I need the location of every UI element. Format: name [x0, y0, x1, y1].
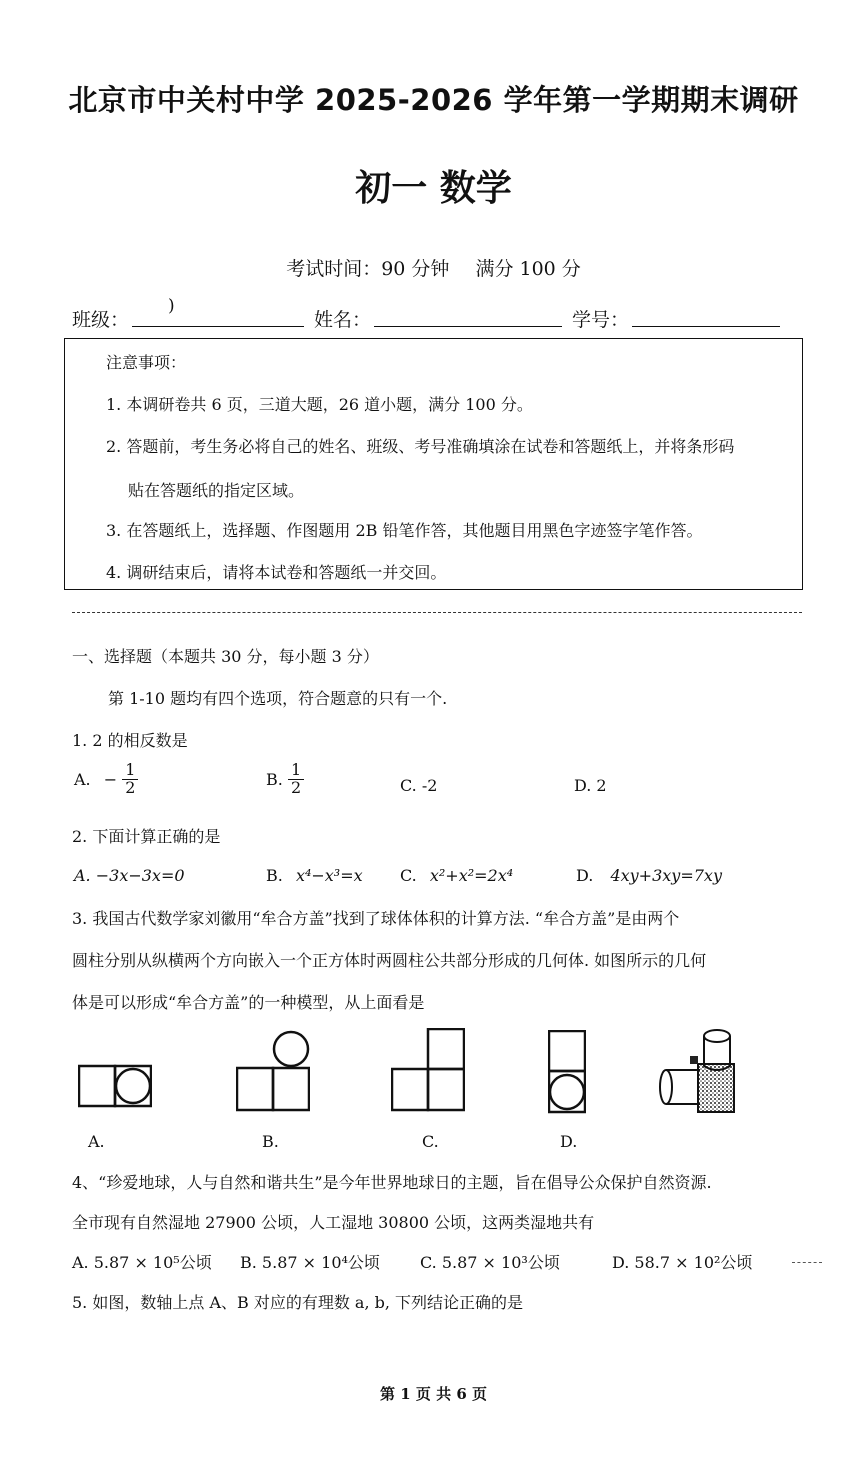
q2-option-a[interactable]: A. −3x−3x=0	[74, 866, 185, 885]
q2-option-b-label: B.	[266, 866, 283, 885]
q3-line-1: 3. 我国古代数学家刘徽用“牟合方盖”找到了球体体积的计算方法. “牟合方盖”是由两个	[72, 909, 680, 928]
page-footer: 第 1 页 共 6 页	[380, 1385, 487, 1403]
q3-figure-d	[548, 1030, 586, 1114]
notice-item-2: 2. 答题前，考生务必将自己的姓名、班级、考号准确填涂在试卷和答题纸上，并将条形码	[106, 437, 735, 456]
q2-option-c-expr: x²+x²=2x⁴	[429, 866, 514, 885]
class-label: 班级：	[72, 309, 130, 331]
notice-heading: 注意事项：	[106, 353, 187, 372]
q4-option-a[interactable]: A. 5.87 × 10⁵公顷	[72, 1253, 212, 1272]
q3-figure-b	[236, 1028, 310, 1112]
q1-option-a-label: A.	[74, 769, 91, 789]
q2-option-d[interactable]	[576, 866, 722, 885]
q1-option-b-fraction	[288, 762, 304, 797]
q1-option-a-fraction	[122, 762, 138, 797]
exam-time: 考试时间：90 分钟	[286, 258, 450, 280]
q3-line-3: 体是可以形成“牟合方盖”的一种模型，从上面看是	[72, 993, 425, 1012]
q3-line-2: 圆柱分别从纵横两个方向嵌入一个正方体时两圆柱公共部分形成的几何体. 如图所示的几何	[72, 951, 707, 970]
stray-mark	[792, 1262, 822, 1263]
q4-option-c[interactable]: C. 5.87 × 10³公顷	[420, 1253, 560, 1272]
class-field-mark: )	[168, 296, 175, 316]
q2-stem: 2. 下面计算正确的是	[72, 827, 221, 846]
exam-subject: 初一 数学	[355, 168, 512, 209]
q2-option-b-expr: x⁴−x³=x	[295, 866, 363, 885]
q3-option-a[interactable]: A.	[88, 1132, 105, 1151]
student-id-field[interactable]	[632, 326, 780, 327]
q3-option-b[interactable]: B.	[262, 1132, 279, 1151]
q1-option-c[interactable]: C. -2	[400, 776, 438, 795]
q2-option-b[interactable]	[266, 866, 363, 885]
q3-figure-a	[78, 1062, 152, 1110]
exam-title: 北京市中关村中学 2025-2026 学年第一学期期末调研	[68, 83, 799, 117]
q5-stem: 5. 如图，数轴上点 A、B 对应的有理数 a, b, 下列结论正确的是	[72, 1293, 524, 1312]
dashed-divider	[72, 612, 802, 613]
notice-item-4: 4. 调研结束后，请将本试卷和答题纸一并交回。	[106, 563, 447, 582]
q1-a-numerator: 1	[122, 762, 138, 780]
section-instruction: 第 1-10 题均有四个选项，符合题意的只有一个.	[108, 689, 448, 708]
q3-option-d[interactable]: D.	[560, 1132, 578, 1151]
q2-option-c-label: C.	[400, 866, 417, 885]
section-heading: 一、选择题（本题共 30 分，每小题 3 分）	[72, 647, 379, 666]
q1-option-d[interactable]: D. 2	[574, 776, 607, 795]
q4-line-2: 全市现有自然湿地 27900 公顷，人工湿地 30800 公顷，这两类湿地共有	[72, 1213, 595, 1232]
name-label: 姓名：	[314, 309, 372, 331]
q1-option-a[interactable]	[74, 762, 138, 797]
q1-option-a-sign: −	[103, 769, 118, 789]
q4-line-1: 4、“珍爱地球，人与自然和谐共生”是今年世界地球日的主题，旨在倡导公众保护自然资源.	[72, 1173, 712, 1192]
q2-option-c[interactable]	[400, 866, 513, 885]
q1-option-b-label: B.	[266, 769, 283, 789]
q1-b-denominator: 2	[290, 777, 302, 797]
q1-b-numerator: 1	[288, 762, 304, 780]
notice-item-1: 1. 本调研卷共 6 页，三道大题，26 道小题，满分 100 分。	[106, 395, 533, 414]
class-field[interactable]	[132, 326, 304, 327]
q2-option-d-expr: 4xy+3xy=7xy	[610, 866, 722, 885]
name-field[interactable]	[374, 326, 562, 327]
q3-model-figure	[658, 1026, 738, 1116]
q1-a-denominator: 2	[125, 777, 136, 797]
exam-info	[0, 254, 867, 281]
q2-option-d-label: D.	[576, 866, 594, 885]
notice-box	[64, 338, 803, 590]
full-score: 满分 100 分	[475, 258, 581, 280]
q3-option-c[interactable]: C.	[422, 1132, 439, 1151]
q1-option-b[interactable]	[266, 762, 304, 797]
student-id-label: 学号：	[572, 309, 630, 331]
notice-item-2-cont: 贴在答题纸的指定区域。	[128, 481, 305, 500]
q3-figure-c	[391, 1028, 465, 1112]
q1-stem: 1. 2 的相反数是	[72, 731, 188, 750]
q4-option-d[interactable]: D. 58.7 × 10²公顷	[612, 1253, 753, 1272]
notice-item-3: 3. 在答题纸上，选择题、作图题用 2B 铅笔作答，其他题目用黑色字迹签字笔作答。	[106, 521, 703, 540]
q4-option-b[interactable]: B. 5.87 × 10⁴公顷	[240, 1253, 380, 1272]
